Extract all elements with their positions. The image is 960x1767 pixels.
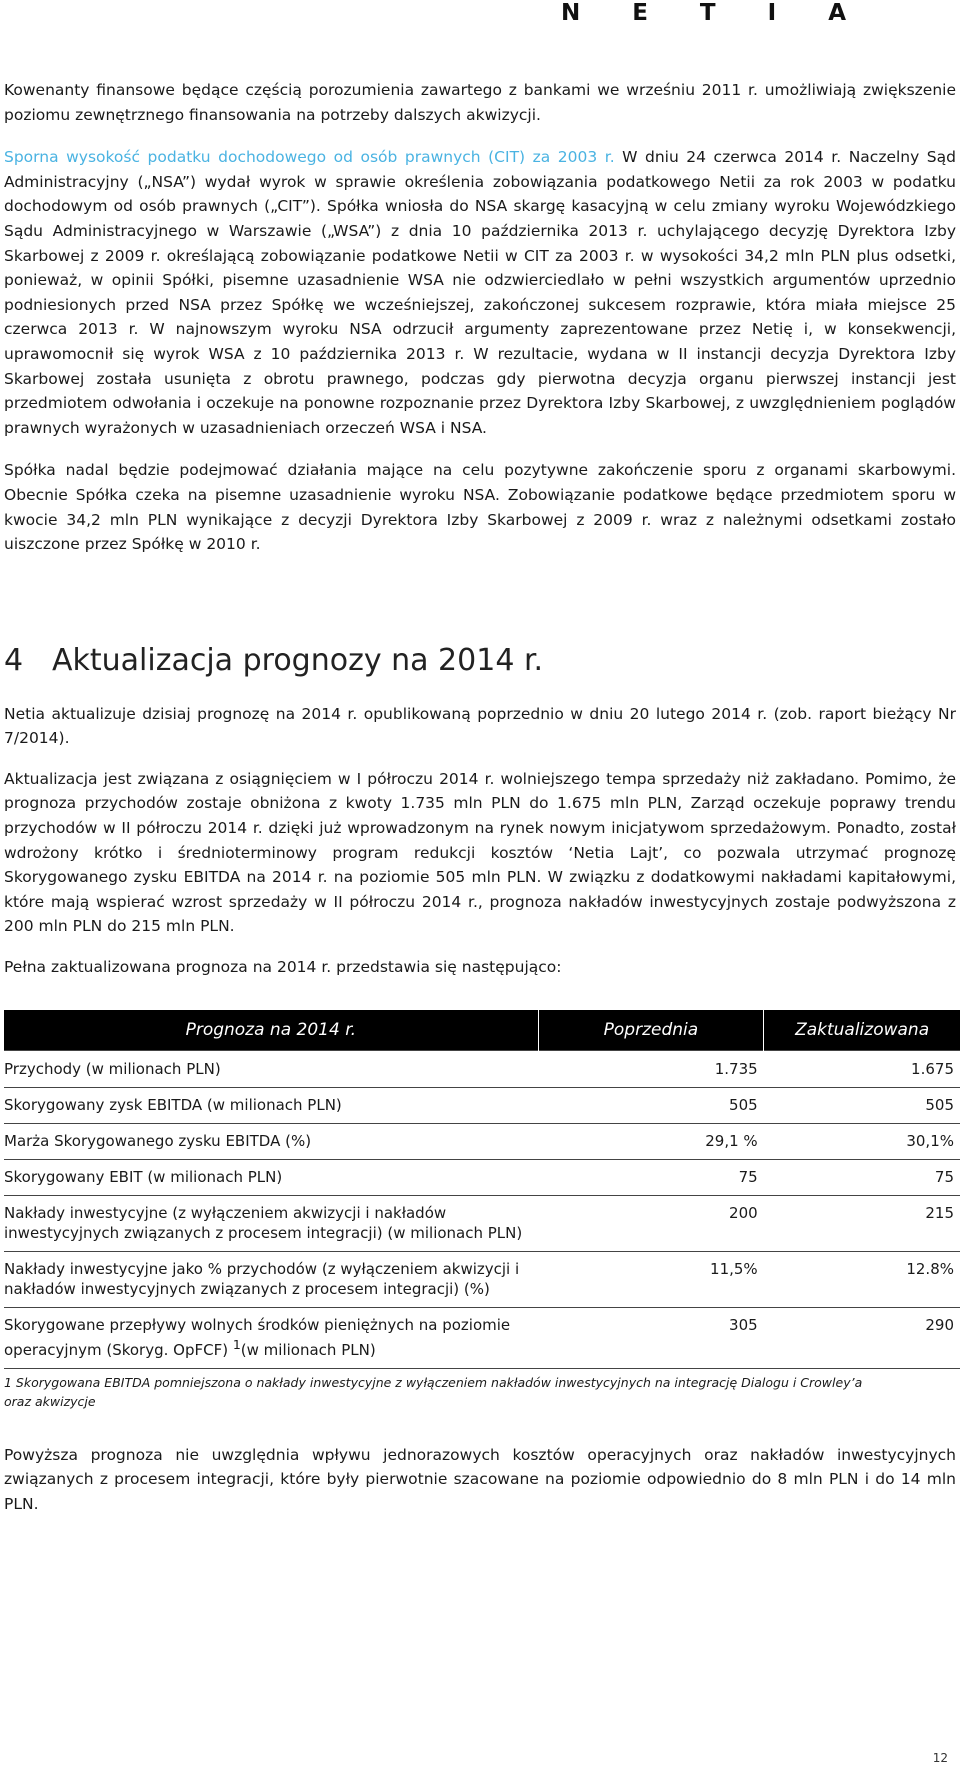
row-label: Marża Skorygowanego zysku EBITDA (%) (4, 1123, 538, 1159)
section-title: Aktualizacja prognozy na 2014 r. (52, 642, 544, 678)
row-updated: 505 (764, 1087, 960, 1123)
row-label: Nakłady inwestycyjne (z wyłączeniem akwizycji i nakładów inwestycyjnych związanych z procesem integracji) (w milionach PLN) (4, 1195, 538, 1251)
header-previous: Poprzednia (538, 1010, 764, 1051)
footnote-marker: 1 (232, 1336, 241, 1352)
paragraph-tax-settlement: Spółka nadal będzie podejmować działania mające na celu pozytywne zakończenie sporu z organami skarbowymi. Obecnie Spółka czeka na pisemne uzasadnienie wyroku NSA. Zobowiązanie podatkowe będące przedmiotem sporu w kwocie 34,2 mln PLN wynikające z decyzji Dyrektora Izby Skarbowej z 2009 r. wraz z należnymi odsetkami zostało uiszczone przez Spółkę w 2010 r. (4, 461, 956, 554)
row-updated: 12.8% (764, 1251, 960, 1307)
table-footnote: 1 Skorygowana EBITDA pomniejszona o nakłady inwestycyjne z wyłączeniem nakładów inwestycyjnych na integrację Dialogu i Crowley’a oraz akwizycje (4, 1374, 863, 1409)
table-row (4, 1123, 960, 1159)
row-updated: 1.675 (764, 1050, 960, 1087)
row-previous: 200 (538, 1195, 764, 1251)
row-previous: 29,1 % (538, 1123, 764, 1159)
header-updated: Zaktualizowana (764, 1010, 960, 1051)
row-label: Przychody (w milionach PLN) (4, 1050, 538, 1087)
section-number: 4 (4, 642, 24, 678)
row-label-main: Skorygowane przepływy wolnych środków pieniężnych na poziomie operacyjnym (Skoryg. OpFCF) (4, 1315, 511, 1359)
forecast-table (4, 1010, 960, 1369)
paragraph-cit-dispute (4, 145, 956, 440)
cit-dispute-heading: Sporna wysokość podatku dochodowego od osób prawnych (CIT) za 2003 r. (4, 148, 615, 167)
row-updated: 290 (764, 1307, 960, 1368)
netia-logo: N E T I A (560, 0, 868, 26)
table-header-row (4, 1010, 960, 1051)
paragraph-forecast-update: Netia aktualizuje dzisiaj prognozę na 2014 r. opublikowaną poprzednio w dniu 20 lutego 2014 r. (zob. raport bieżący Nr 7/2014). (4, 704, 956, 748)
row-previous: 11,5% (538, 1251, 764, 1307)
row-label: Nakłady inwestycyjne jako % przychodów (z wyłączeniem akwizycji i nakładów inwestycyjnych związanych z procesem integracji) (%) (4, 1251, 538, 1307)
table-row (4, 1307, 960, 1368)
cit-dispute-body: W dniu 24 czerwca 2014 r. Naczelny Sąd Administracyjny („NSA”) wydał wyrok w sprawie określenia zobowiązania podatkowego Netii za rok 2003 w podatku dochodowym od osób prawnych („CIT”). Spółka wniosła do NSA skargę kasacyjną w celu zmiany wyroku Wojewódzkiego Sądu Administracyjnego w Warszawie („WSA”) z dnia 10 października 2013 r. uchylającego decyzję Dyrektora Izby Skarbowej z 2009 r. określającą zobowiązanie podatkowe Netii w CIT za 2003 r. w wysokości 34,2 mln PLN plus odsetki, ponieważ, w opinii Spółki, pisemne uzasadnienie WSA nie odzwierciedlało w pełni wszystkich argumentów uprzednio podniesionych przed NSA przez Spółkę we wcześniejszej, zakończonej sukcesem rozprawie, która miała miejsce 25 czerwca 2013 r. W najnowszym wyroku NSA odrzucił argumenty zaprezentowane przez Netię i, w konsekwencji, uprawomocnił się wyrok WSA z 10 października 2013 r. W rezultacie, wydana w II instancji decyzja Dyrektora Izby Skarbowej została usunięta z obrotu prawnego, podczas gdy pierwotna decyzja organu pierwszej instancji jest przedmiotem odwołania i oczekuje na ponowne rozpoznanie przez Dyrektora Izby Skarbowej, z uwzględnieniem poglądów prawnych wyrażonych w uzasadnieniach orzeczeń WSA i NSA. (4, 148, 956, 437)
table-row (4, 1159, 960, 1195)
row-previous: 505 (538, 1087, 764, 1123)
row-updated: 30,1% (764, 1123, 960, 1159)
paragraph-covenants: Kowenanty finansowe będące częścią porozumienia zawartego z bankami we wrześniu 2011 r. umożliwiają zwiększenie poziomu zewnętrznego finansowania na potrzeby dalszych akwizycji. (4, 81, 956, 124)
row-label (4, 1307, 538, 1368)
table-row (4, 1251, 960, 1307)
table-row (4, 1050, 960, 1087)
table-row (4, 1195, 960, 1251)
header-forecast: Prognoza na 2014 r. (4, 1010, 538, 1051)
page-number: 12 (932, 1751, 948, 1765)
row-previous: 1.735 (538, 1050, 764, 1087)
section-heading (4, 643, 956, 678)
row-updated: 215 (764, 1195, 960, 1251)
table-row (4, 1087, 960, 1123)
paragraph-closing: Powyższa prognoza nie uwzględnia wpływu jednorazowych kosztów operacyjnych oraz nakładów inwestycyjnych związanych z procesem integracji, które były pierwotnie szacowane na poziomie odpowiednio do 8 mln PLN i do 14 mln PLN. (4, 1445, 956, 1513)
row-label: Skorygowany zysk EBITDA (w milionach PLN) (4, 1087, 538, 1123)
paragraph-forecast-reason: Aktualizacja jest związana z osiągnięciem w I półroczu 2014 r. wolniejszego tempa sprzedaży niż zakładano. Pomimo, że prognoza przychodów zostaje obniżona z kwoty 1.735 mln PLN do 1.675 mln PLN, Zarząd oczekuje poprawy trendu przychodów w II półroczu 2014 r. dzięki już wprowadzonym na rynek nowym inicjatywom sprzedażowym. Ponadto, został wdrożony krótko i średnioterminowy program redukcji kosztów ‘Netia Lajt’, co pozwala utrzymać prognozę Skorygowanego zysku EBITDA na 2014 r. na poziomie 505 mln PLN. W związku z dodatkowymi nakładami kapitałowymi, które mają wspierać wzrost sprzedaży w II półroczu 2014 r., prognoza nakładów inwestycyjnych zostaje podwyższona z 200 mln PLN do 215 mln PLN. (4, 769, 956, 936)
row-updated: 75 (764, 1159, 960, 1195)
row-label: Skorygowany EBIT (w milionach PLN) (4, 1159, 538, 1195)
row-previous: 75 (538, 1159, 764, 1195)
paragraph-forecast-intro: Pełna zaktualizowana prognoza na 2014 r. przedstawia się następująco: (4, 958, 562, 977)
document-body (4, 78, 956, 1516)
row-previous: 305 (538, 1307, 764, 1368)
row-label-unit: (w milionach PLN) (240, 1340, 376, 1359)
